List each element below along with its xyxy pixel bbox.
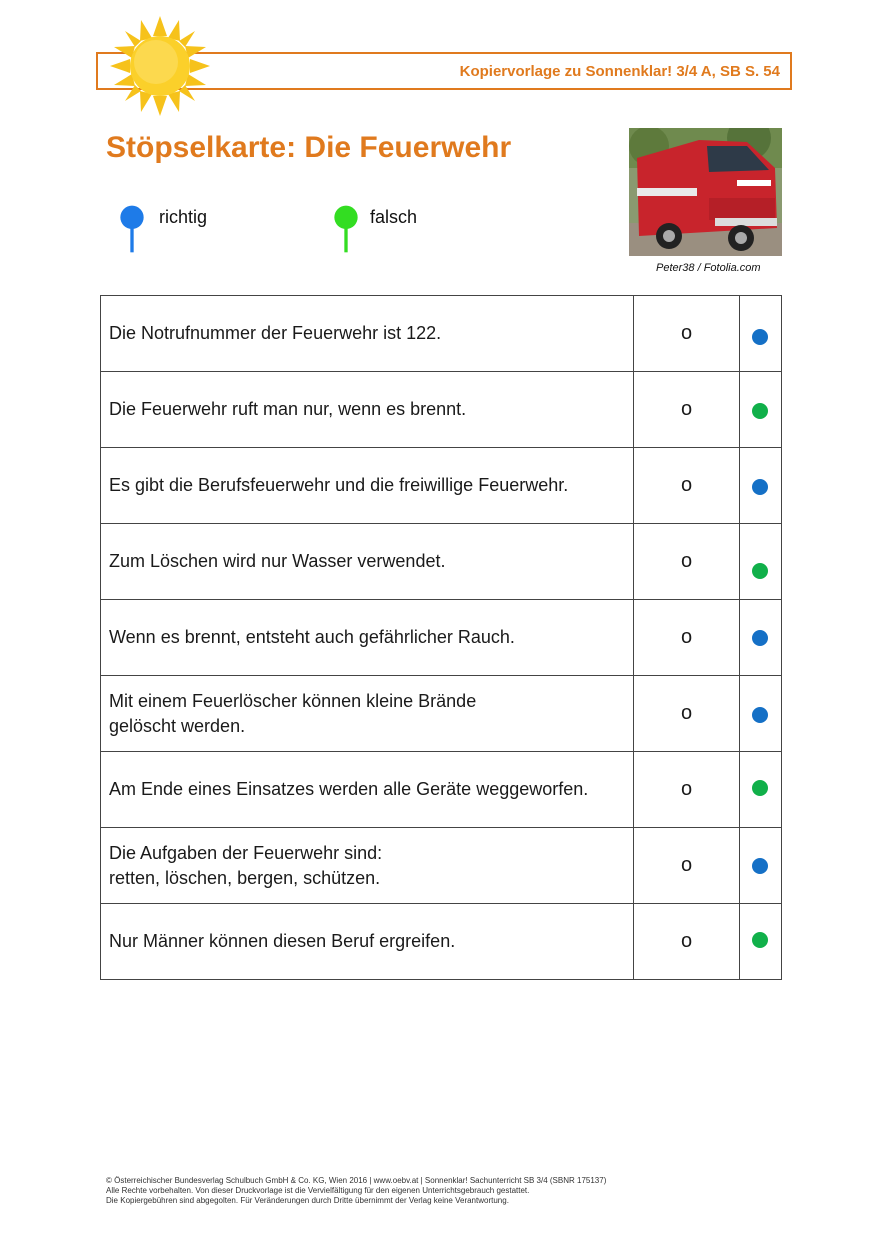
statement-text: Die Notrufnummer der Feuerwehr ist 122. — [109, 323, 442, 343]
blue-dot-icon — [752, 630, 768, 646]
answer-hole[interactable]: o — [634, 296, 740, 372]
statement-cell — [101, 296, 634, 372]
statement-text: gelöscht werden. — [109, 715, 246, 736]
answer-hole[interactable]: o — [634, 524, 740, 600]
blue-pin-icon — [117, 204, 147, 254]
blue-dot-icon — [752, 858, 768, 874]
quiz-table — [100, 295, 782, 980]
blue-dot-icon — [752, 329, 768, 345]
green-dot-icon — [752, 563, 768, 579]
legend-correct-label: richtig — [159, 207, 208, 227]
solution-cell — [740, 676, 782, 752]
blue-dot-icon — [752, 479, 768, 495]
statement-cell — [101, 752, 634, 828]
statement-text: Es gibt die Berufsfeuerwehr und die freiwillige Feuerwehr. — [109, 475, 569, 495]
statement-cell — [101, 524, 634, 600]
table-row — [101, 448, 782, 524]
answer-hole[interactable]: o — [634, 372, 740, 448]
answer-hole[interactable]: o — [634, 600, 740, 676]
statement-cell — [101, 676, 634, 752]
table-row — [101, 372, 782, 448]
solution-cell — [740, 828, 782, 904]
blue-dot-icon — [752, 707, 768, 723]
footer — [106, 1176, 606, 1206]
answer-hole[interactable]: o — [634, 904, 740, 980]
statement-text: Die Aufgaben der Feuerwehr sind: — [109, 842, 383, 863]
solution-cell — [740, 296, 782, 372]
statement-text: Zum Löschen wird nur Wasser verwendet. — [109, 551, 446, 571]
table-row — [101, 676, 782, 752]
solution-cell — [740, 448, 782, 524]
table-row — [101, 904, 782, 980]
answer-hole[interactable]: o — [634, 448, 740, 524]
statement-text: Am Ende eines Einsatzes werden alle Geräte weggeworfen. — [109, 779, 589, 799]
footer-line: Alle Rechte vorbehalten. Von dieser Druckvorlage ist die Vervielfältigung für den eigenen Unterrichtsgebrauch gestattet. — [106, 1186, 530, 1195]
table-row — [101, 296, 782, 372]
solution-cell — [740, 600, 782, 676]
solution-cell — [740, 752, 782, 828]
statement-text: Mit einem Feuerlöscher können kleine Brände — [109, 690, 477, 711]
green-dot-icon — [752, 780, 768, 796]
legend-wrong-label: falsch — [370, 207, 418, 227]
footer-line: Die Kopiergebühren sind abgegolten. Für Veränderungen durch Dritte übernimmt der Verlag keine Verantwortung. — [106, 1196, 509, 1205]
table-row — [101, 600, 782, 676]
solution-cell — [740, 904, 782, 980]
table-row — [101, 752, 782, 828]
fire-truck-photo — [629, 128, 782, 256]
statement-text: Nur Männer können diesen Beruf ergreifen. — [109, 931, 456, 951]
green-pin-icon — [331, 204, 361, 254]
statement-cell — [101, 904, 634, 980]
statement-cell — [101, 448, 634, 524]
footer-line: © Österreichischer Bundesverlag Schulbuch GmbH & Co. KG, Wien 2016 | www.oebv.at | Sonnenklar! Sachunterricht SB 3/4 (SBNR 175137) — [106, 1176, 607, 1185]
sun-icon — [110, 16, 210, 116]
solution-cell — [740, 372, 782, 448]
answer-hole[interactable]: o — [634, 676, 740, 752]
page-title: Stöpselkarte: Die Feuerwehr — [106, 131, 512, 164]
green-dot-icon — [752, 932, 768, 948]
table-row — [101, 828, 782, 904]
statement-cell — [101, 600, 634, 676]
table-row — [101, 524, 782, 600]
photo-credit: Peter38 / Fotolia.com — [656, 262, 761, 274]
solution-cell — [740, 524, 782, 600]
answer-hole[interactable]: o — [634, 828, 740, 904]
statement-text: retten, löschen, bergen, schützen. — [109, 867, 381, 888]
statement-cell — [101, 828, 634, 904]
green-dot-icon — [752, 403, 768, 419]
header-reference: Kopiervorlage zu Sonnenklar! 3/4 A, SB S. 54 — [459, 63, 780, 80]
statement-text: Die Feuerwehr ruft man nur, wenn es brennt. — [109, 399, 467, 419]
answer-hole[interactable]: o — [634, 752, 740, 828]
statement-text: Wenn es brennt, entsteht auch gefährlicher Rauch. — [109, 627, 515, 647]
statement-cell — [101, 372, 634, 448]
